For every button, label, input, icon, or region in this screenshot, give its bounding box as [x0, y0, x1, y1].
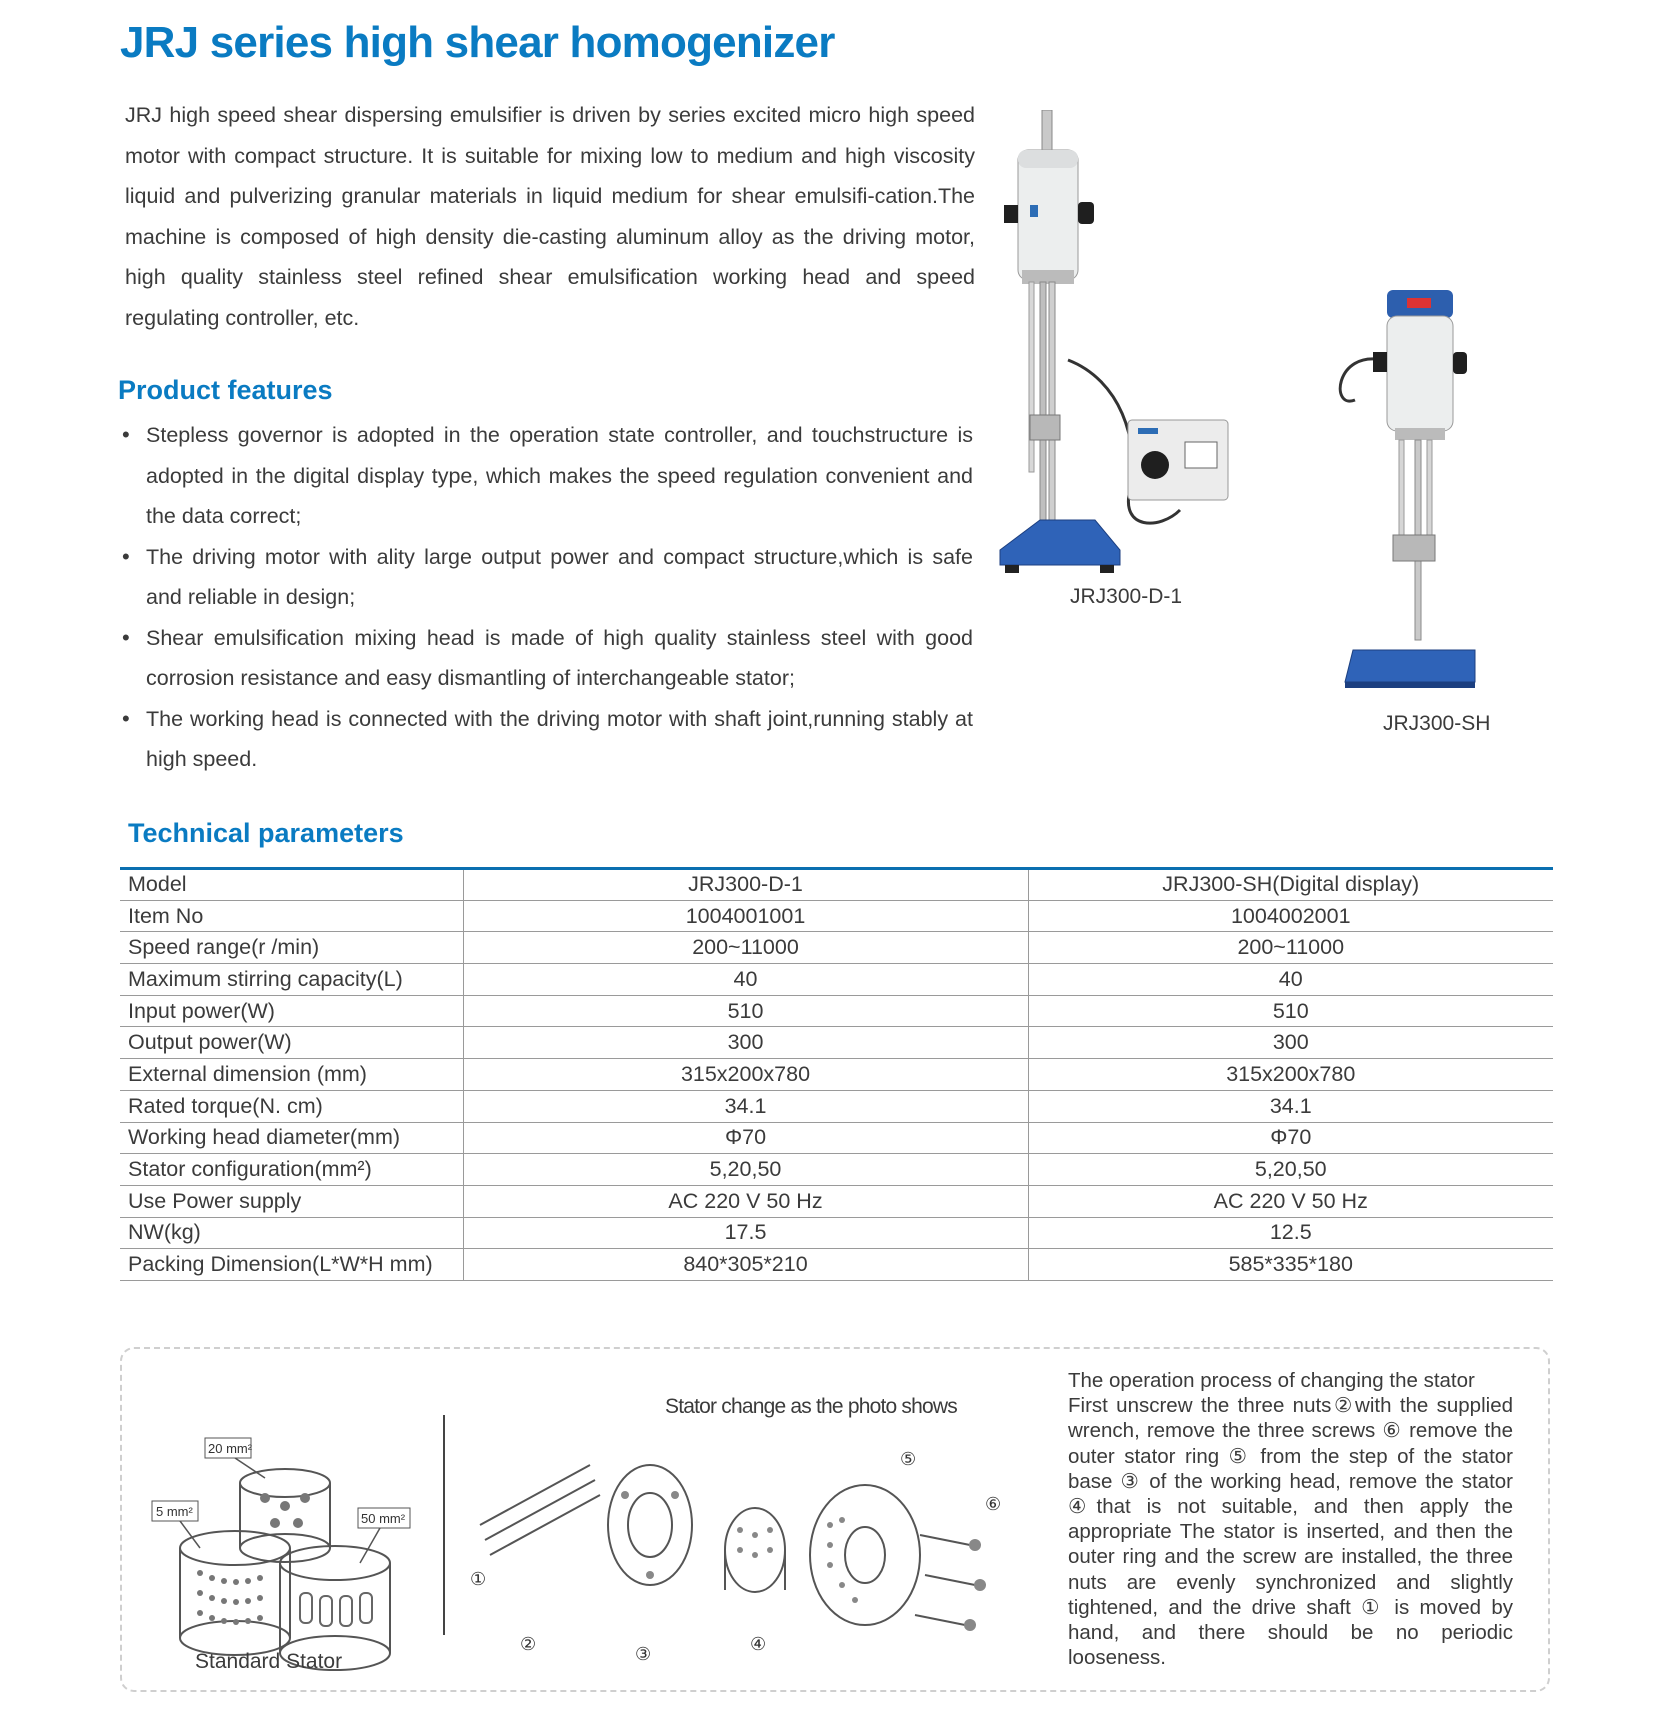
- part-label-6: ⑥: [985, 1494, 1002, 1515]
- d1-value-cell: Φ70: [463, 1122, 1028, 1154]
- instructions-text: First unscrew the three nuts②with the supplied wrench, remove the three screws ⑥ remove the outer stator ring ⑤ from the step of the stator base ③ of the working head, remove the stator ④that is not suitable, and then apply the appropriate The stator is inserted, and then the outer ring and the screw are installed, the three nuts are evenly synchronized and slightly tightened, and the drive shaft ① is moved by hand, and there should be no periodic looseness.: [1068, 1394, 1513, 1670]
- sh-value-cell: 510: [1028, 995, 1553, 1027]
- param-name-cell: Working head diameter(mm): [120, 1122, 463, 1154]
- d1-value-cell: 840*305*210: [463, 1249, 1028, 1281]
- sh-value-cell: 585*335*180: [1028, 1249, 1553, 1281]
- table-row: [120, 995, 1553, 1027]
- param-name-cell: Speed range(r /min): [120, 932, 463, 964]
- instructions-title: The operation process of changing the stator: [1068, 1369, 1475, 1392]
- d1-value-cell: 1004001001: [463, 900, 1028, 932]
- param-name-cell: Input power(W): [120, 995, 463, 1027]
- section-divider: [443, 1415, 445, 1635]
- feature-text: The driving motor with ality large output power and compact structure,which is safe and reliable in design;: [146, 544, 973, 609]
- stator-exploded-diagram: [470, 1425, 1040, 1680]
- bullet-icon: •: [122, 624, 130, 650]
- d1-value-cell: 300: [463, 1027, 1028, 1059]
- param-name-cell: Packing Dimension(L*W*H mm): [120, 1249, 463, 1281]
- sh-value-cell: Φ70: [1028, 1122, 1553, 1154]
- jrj300-sh-photo: [1335, 290, 1515, 695]
- d1-value-cell: 200~11000: [463, 932, 1028, 964]
- standard-stator-illustration: [140, 1398, 440, 1683]
- param-name-cell: External dimension (mm): [120, 1059, 463, 1091]
- param-name-cell: Rated torque(N. cm): [120, 1090, 463, 1122]
- standard-stator-caption: Standard Stator: [195, 1650, 343, 1673]
- stator-label-50: 50 mm²: [361, 1511, 406, 1526]
- d1-value-cell: JRJ300-D-1: [463, 869, 1028, 901]
- param-name-cell: Output power(W): [120, 1027, 463, 1059]
- intro-paragraph: JRJ high speed shear dispersing emulsifier is driven by series excited micro high speed motor with compact structure. It is suitable for mixing low to medium and high viscosity liquid and pulverizing granular materials in liquid medium for shear emulsifi-cation.The machine is composed of high density die-casting aluminum alloy as the driving motor, high quality stainless steel refined shear emulsification working head and speed regulating controller, etc.: [125, 103, 975, 330]
- param-name-cell: Model: [120, 869, 463, 901]
- stator-change-instructions: [1068, 1368, 1513, 1670]
- param-name-cell: Maximum stirring capacity(L): [120, 964, 463, 996]
- param-name-cell: NW(kg): [120, 1217, 463, 1249]
- d1-value-cell: 34.1: [463, 1090, 1028, 1122]
- table-row: [120, 900, 1553, 932]
- table-row: [120, 1185, 1553, 1217]
- part-label-1: ①: [470, 1569, 487, 1590]
- jrj300-sh-caption: JRJ300-SH: [1383, 712, 1491, 735]
- feature-text: Stepless governor is adopted in the operation state controller, and touchstructure is adopted in the digital display type, which makes the speed regulation convenient and the data correct;: [146, 423, 973, 528]
- feature-item: [118, 537, 973, 618]
- table-row: [120, 1090, 1553, 1122]
- features-heading: Product features: [118, 375, 333, 405]
- feature-item: [118, 699, 973, 780]
- features-list: [118, 415, 973, 780]
- table-row: [120, 1027, 1553, 1059]
- feature-text: Shear emulsification mixing head is made of high quality stainless steel with good corrosion resistance and easy dismantling of interchangeable stator;: [146, 625, 973, 690]
- bullet-icon: •: [122, 422, 130, 447]
- sh-value-cell: 315x200x780: [1028, 1059, 1553, 1091]
- sh-value-cell: 34.1: [1028, 1090, 1553, 1122]
- jrj300-d1-caption: JRJ300-D-1: [1070, 585, 1183, 608]
- part-label-3: ③: [635, 1644, 652, 1665]
- exploded-view-caption: Stator change as the photo shows: [665, 1395, 957, 1418]
- sh-value-cell: 5,20,50: [1028, 1154, 1553, 1186]
- bullet-icon: •: [122, 543, 130, 569]
- sh-value-cell: AC 220 V 50 Hz: [1028, 1185, 1553, 1217]
- table-row: [120, 1249, 1553, 1281]
- part-label-5: ⑤: [900, 1449, 917, 1470]
- stator-label-5: 5 mm²: [156, 1504, 193, 1519]
- d1-value-cell: 510: [463, 995, 1028, 1027]
- sh-value-cell: 300: [1028, 1027, 1553, 1059]
- d1-value-cell: 40: [463, 964, 1028, 996]
- sh-value-cell: 200~11000: [1028, 932, 1553, 964]
- feature-item: [118, 415, 973, 537]
- table-row: [120, 869, 1553, 901]
- feature-text: The working head is connected with the driving motor with shaft joint,running stably at high speed.: [146, 706, 973, 771]
- table-row: [120, 1122, 1553, 1154]
- d1-value-cell: 17.5: [463, 1217, 1028, 1249]
- feature-item: [118, 618, 973, 699]
- d1-value-cell: 5,20,50: [463, 1154, 1028, 1186]
- technical-parameters-table: [120, 867, 1553, 1281]
- table-row: [120, 932, 1553, 964]
- part-label-2: ②: [520, 1634, 537, 1655]
- table-row: [120, 1217, 1553, 1249]
- table-row: [120, 964, 1553, 996]
- jrj300-d1-photo: [990, 110, 1230, 580]
- d1-value-cell: AC 220 V 50 Hz: [463, 1185, 1028, 1217]
- stator-label-20: 20 mm²: [208, 1441, 253, 1456]
- bullet-icon: •: [122, 705, 130, 731]
- sh-value-cell: JRJ300-SH(Digital display): [1028, 869, 1553, 901]
- table-row: [120, 1154, 1553, 1186]
- sh-value-cell: 1004002001: [1028, 900, 1553, 932]
- sh-value-cell: 40: [1028, 964, 1553, 996]
- sh-value-cell: 12.5: [1028, 1217, 1553, 1249]
- part-label-4: ④: [750, 1634, 767, 1655]
- table-row: [120, 1059, 1553, 1091]
- param-name-cell: Stator configuration(mm²): [120, 1154, 463, 1186]
- param-name-cell: Use Power supply: [120, 1185, 463, 1217]
- page-title: JRJ series high shear homogenizer: [120, 18, 835, 67]
- d1-value-cell: 315x200x780: [463, 1059, 1028, 1091]
- tech-heading: Technical parameters: [128, 818, 404, 848]
- param-name-cell: Item No: [120, 900, 463, 932]
